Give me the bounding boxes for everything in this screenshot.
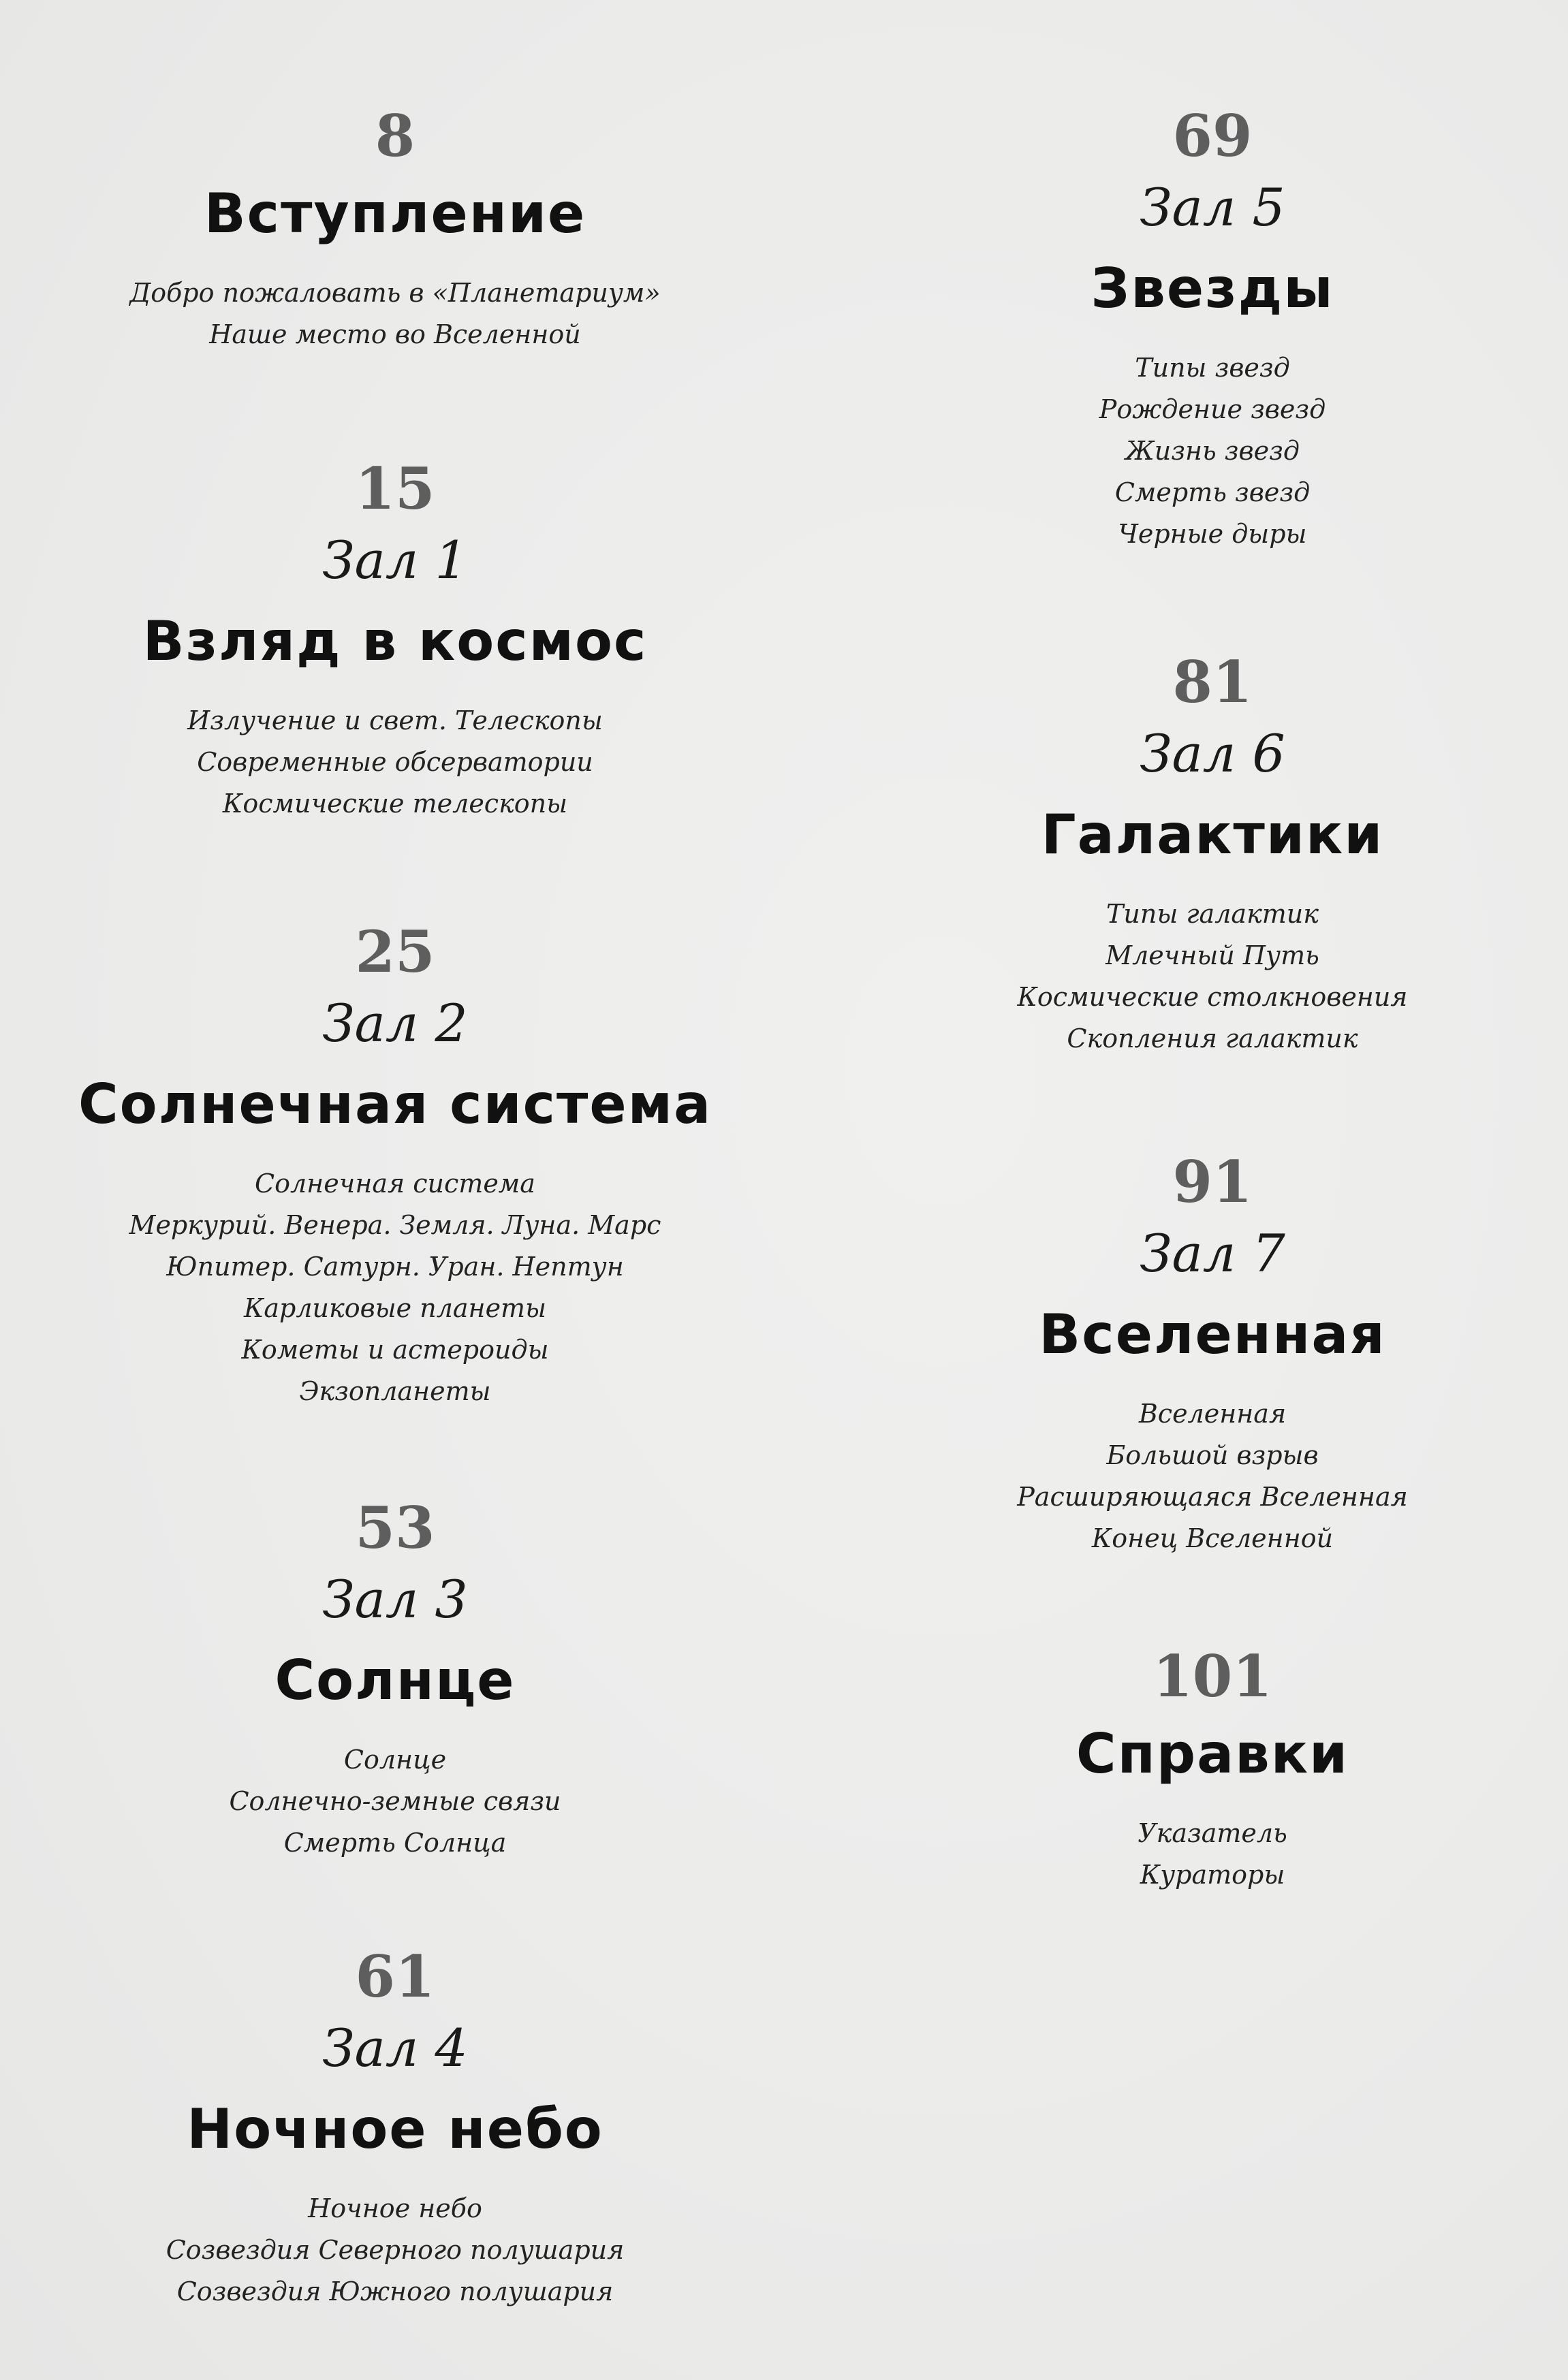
list-item: Конец Вселенной	[1091, 1523, 1334, 1553]
list-item: Указатель	[1138, 1818, 1287, 1848]
section-title: Вселенная	[1039, 1303, 1386, 1366]
section-title: Солнечная система	[78, 1073, 712, 1136]
hall-label: Зал 7	[1140, 1223, 1285, 1284]
hall-label: Зал 3	[322, 1569, 468, 1630]
section-items	[838, 1393, 1568, 1559]
list-item: Смерть звезд	[1114, 477, 1311, 507]
list-item: Смерть Солнца	[283, 1828, 507, 1858]
list-item: Карликовые планеты	[243, 1293, 547, 1323]
list-item: Космические телескопы	[222, 789, 568, 819]
list-item: Экзопланеты	[299, 1376, 491, 1406]
list-item: Черные дыры	[1118, 519, 1307, 549]
hall-label: Зал 4	[322, 2018, 468, 2078]
toc-section-introduction[interactable]	[20, 102, 770, 355]
list-item: Ночное небо	[308, 2193, 482, 2223]
section-title: Ночное небо	[187, 2097, 603, 2161]
hall-label: Зал 1	[322, 530, 468, 590]
page-number: 25	[355, 918, 435, 985]
section-items	[20, 272, 770, 355]
list-item: Кураторы	[1140, 1860, 1285, 1890]
page-number: 8	[375, 102, 415, 170]
list-item: Типы галактик	[1106, 899, 1319, 929]
list-item: Космические столкновения	[1017, 982, 1408, 1012]
section-title: Взляд в космос	[142, 609, 648, 673]
hall-label: Зал 2	[322, 993, 468, 1053]
section-title: Вступление	[204, 182, 586, 245]
section-items	[20, 1739, 770, 1864]
section-items	[20, 1163, 770, 1412]
section-items	[20, 700, 770, 825]
section-title: Справки	[1076, 1722, 1349, 1786]
hall-label: Зал 6	[1140, 723, 1285, 784]
list-item: Расширяющаяся Вселенная	[1017, 1482, 1408, 1512]
list-item: Излучение и свет. Телескопы	[187, 705, 603, 735]
list-item: Жизнь звезд	[1125, 436, 1300, 466]
toc-section-hall-7[interactable]	[838, 1148, 1568, 1559]
section-items	[838, 347, 1568, 555]
page-number: 69	[1172, 102, 1253, 170]
hall-label: Зал 5	[1140, 177, 1285, 238]
toc-section-hall-6[interactable]	[838, 648, 1568, 1060]
list-item: Созвездия Северного полушария	[166, 2235, 625, 2265]
section-title: Звезды	[1091, 257, 1334, 320]
list-item: Солнце	[343, 1745, 447, 1775]
list-item: Солнечно-земные связи	[229, 1786, 561, 1816]
list-item: Юпитер. Сатурн. Уран. Нептун	[166, 1252, 624, 1282]
section-items	[838, 893, 1568, 1060]
toc-section-hall-2[interactable]	[20, 918, 770, 1412]
page-number: 101	[1153, 1643, 1272, 1710]
toc-section-references[interactable]	[838, 1643, 1568, 1896]
list-item: Рождение звезд	[1099, 394, 1326, 424]
list-item: Современные обсерватории	[197, 747, 593, 777]
section-title: Галактики	[1041, 803, 1384, 866]
page-number: 91	[1172, 1148, 1253, 1216]
page-number: 81	[1172, 648, 1253, 716]
list-item: Добро пожаловать в «Планетариум»	[129, 278, 661, 308]
list-item: Типы звезд	[1135, 353, 1290, 383]
toc-section-hall-4[interactable]	[20, 1943, 770, 2313]
list-item: Вселенная	[1138, 1399, 1287, 1429]
list-item: Наше место во Вселенной	[209, 319, 581, 349]
list-item: Кометы и астероиды	[241, 1335, 549, 1365]
toc-section-hall-3[interactable]	[20, 1494, 770, 1864]
list-item: Меркурий. Венера. Земля. Луна. Марс	[129, 1210, 661, 1240]
section-items	[20, 2188, 770, 2313]
list-item: Созвездия Южного полушария	[176, 2276, 614, 2306]
list-item: Млечный Путь	[1106, 940, 1319, 970]
list-item: Большой взрыв	[1106, 1440, 1319, 1470]
page-number: 53	[355, 1494, 435, 1561]
section-items	[838, 1813, 1568, 1896]
page-number: 15	[355, 455, 435, 522]
toc-section-hall-5[interactable]	[838, 102, 1568, 555]
list-item: Скопления галактик	[1067, 1024, 1358, 1053]
toc-section-hall-1[interactable]	[20, 455, 770, 825]
section-title: Солнце	[275, 1649, 516, 1712]
list-item: Солнечная система	[255, 1169, 535, 1199]
page-number: 61	[355, 1943, 435, 2010]
